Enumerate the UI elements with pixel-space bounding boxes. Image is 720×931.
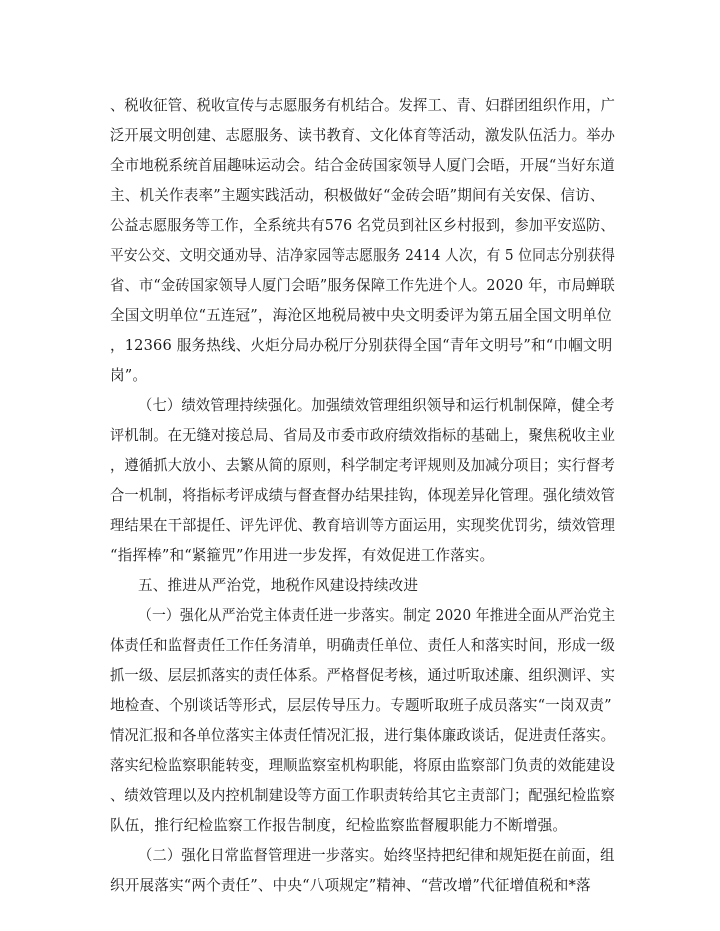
- text-line: 、绩效管理以及内控机制建设等方面工作职责转给其它主责部门；配强纪检监察: [110, 787, 616, 804]
- subsection-heading-1: （一）强化从严治党主体责任进一步落实。制定 2020 年推进全面从严治党主: [138, 607, 616, 624]
- text-line: 体责任和监督责任工作任务清单，明确责任单位、责任人和落实时间，形成一级: [110, 637, 616, 654]
- text-line: 评机制。在无缝对接总局、省局及市委市政府绩效指标的基础上，聚焦税收主业: [110, 427, 616, 444]
- text-line: 泛开展文明创建、志愿服务、读书教育、文化体育等活动，激发队伍活力。举办: [110, 127, 616, 144]
- text-line: ，遵循抓大放小、去繁从简的原则，科学制定考评规则及加减分项目；实行督考: [110, 457, 616, 474]
- text-line: 地检查、个别谈话等形式，层层传导压力。专题听取班子成员落实“一岗双责”: [110, 697, 612, 714]
- section-heading-5: 五、推进从严治党，地税作风建设持续改进: [138, 577, 419, 594]
- text-line: 理结果在干部提任、评先评优、教育培训等方面运用，实现奖优罚劣，绩效管理: [110, 517, 616, 534]
- text-line: 织开展落实“两个责任”、中央“八项规定”精神、“营改增”代征增值税和*落: [110, 877, 591, 894]
- text-line: 全市地税系统首届趣味运动会。结合金砖国家领导人厦门会晤，开展“当好东道: [110, 157, 615, 174]
- text-line: 公益志愿服务等工作，全系统共有576 名党员到社区乡村报到，参加平安巡防、: [110, 217, 615, 234]
- text-line: 抓一级、层层抓落实的责任体系。严格督促考核，通过听取述廉、组织测评、实: [110, 667, 616, 684]
- text-line: 平安公交、文明交通劝导、洁净家园等志愿服务 2414 人次，有 5 位同志分别获得: [110, 247, 616, 264]
- text-line: 省、市“金砖国家领导人厦门会晤”服务保障工作先进个人。2020 年，市局蝉联: [110, 277, 615, 294]
- text-line: 、税收征管、税收宣传与志愿服务有机结合。发挥工、青、妇群团组织作用，广: [110, 97, 616, 114]
- text-line: 情况汇报和各单位落实主体责任情况汇报，进行集体廉政谈话，促进责任落实。: [110, 727, 616, 744]
- text-line: ，12366 服务热线、火炬分局办税厅分别获得全国“青年文明号”和“巾帼文明: [110, 337, 613, 354]
- text-line: 全国文明单位“五连冠”，海沧区地税局被中央文明委评为第五届全国文明单位: [110, 307, 612, 324]
- subsection-heading-2: （二）强化日常监督管理进一步落实。始终坚持把纪律和规矩挺在前面，组: [138, 847, 615, 864]
- text-line: 合一机制，将指标考评成绩与督查督办结果挂钩，体现差异化管理。强化绩效管: [110, 487, 616, 504]
- text-line: “指挥棒”和“紧箍咒”作用进一步发挥，有效促进工作落实。: [110, 547, 495, 564]
- section-heading-7: （七）绩效管理持续强化。加强绩效管理组织领导和运行机制保障，健全考: [138, 397, 615, 414]
- text-line: 落实纪检监察职能转变，理顺监察室机构职能，将原由监察部门负责的效能建设: [110, 757, 616, 774]
- text-line: 主、机关作表率”主题实践活动，积极做好“金砖会晤”期间有关安保、信访、: [110, 187, 605, 204]
- text-line: 岗”。: [110, 367, 148, 384]
- text-line: 队伍，推行纪检监察工作报告制度，纪检监察监督履职能力不断增强。: [110, 817, 568, 834]
